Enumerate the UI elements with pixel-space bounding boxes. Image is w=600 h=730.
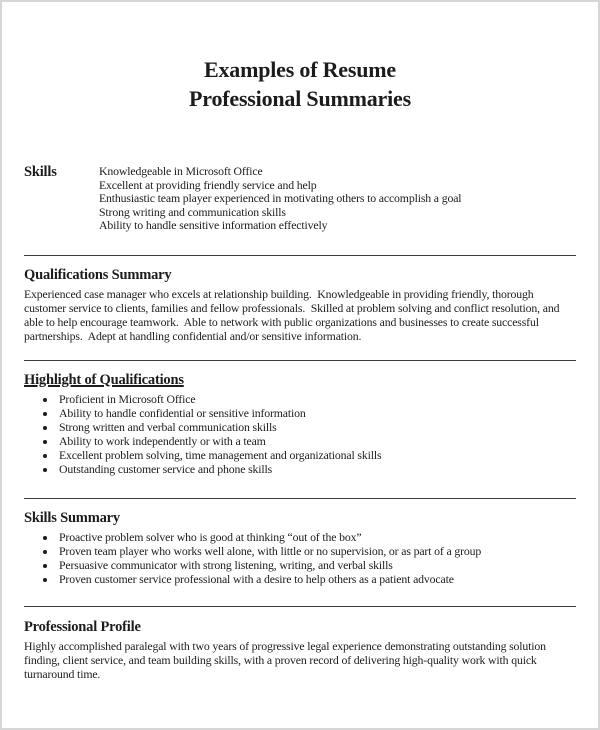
- skills-summary-section: [24, 509, 576, 586]
- bullet-item: • Proactive problem solver who is good at thinking “out of the box”: [57, 530, 576, 544]
- bullet-item: • Proven team player who works well alone, with little or no supervision, or as part of a group: [57, 544, 576, 558]
- skills-section: [24, 165, 576, 233]
- document-title: [24, 55, 576, 113]
- bullet-item: • Excellent problem solving, time management and organizational skills: [57, 448, 576, 462]
- bullet-item: • Ability to work independently or with a team: [57, 434, 576, 448]
- section-divider: [24, 498, 576, 499]
- bullet-item: • Outstanding customer service and phone skills: [57, 462, 576, 476]
- document-title-line2: Professional Summaries: [189, 86, 411, 111]
- skills-section-label: Skills: [24, 164, 57, 180]
- bullet-item: • Persuasive communicator with strong listening, writing, and verbal skills: [57, 558, 576, 572]
- skills-summary-heading: Skills Summary: [24, 509, 120, 526]
- qualifications-summary-section: [24, 266, 576, 343]
- highlight-of-qualifications-list: [24, 392, 576, 476]
- section-divider: [24, 255, 576, 256]
- document-title-line1: Examples of Resume: [204, 57, 396, 82]
- skills-item: Enthusiastic team player experienced in motivating others to accomplish a goal: [99, 191, 462, 205]
- skills-summary-list: [24, 530, 576, 586]
- qualifications-summary-heading: Qualifications Summary: [24, 266, 172, 283]
- professional-profile-section: [24, 618, 576, 681]
- bullet-item: • Proven customer service professional with a desire to help others as a patient advocate: [57, 572, 576, 586]
- highlight-of-qualifications-section: [24, 371, 576, 476]
- section-divider: [24, 606, 576, 607]
- skills-item: Excellent at providing friendly service and help: [99, 177, 317, 192]
- professional-profile-paragraph: Highly accomplished paralegal with two years of progressive legal experience demonstrating outstanding solution finding, client service, and team building skills, with a proven record of delivering high-quality work with quick turnaround time.: [24, 638, 549, 681]
- bullet-item: • Ability to handle confidential or sensitive information: [57, 406, 576, 420]
- skills-item-list: [99, 165, 461, 233]
- skills-item: Strong writing and communication skills: [99, 204, 286, 219]
- skills-item: Knowledgeable in Microsoft Office: [99, 164, 263, 178]
- qualifications-summary-paragraph: Experienced case manager who excels at relationship building. Knowledgeable in providing friendly, thorough customer service to clients, families and fellow professionals. Skilled at problem solving and conflict resolution, and able to help encourage teamwork. Able to network with public organizations and businesses to create successful partnerships. Adept at handling confidential and/or sensitive information.: [24, 286, 563, 343]
- professional-profile-heading: Professional Profile: [24, 618, 141, 635]
- skills-item: Ability to handle sensitive information effectively: [99, 218, 328, 232]
- highlight-of-qualifications-heading: Highlight of Qualifications: [24, 371, 184, 388]
- bullet-item: • Proficient in Microsoft Office: [57, 392, 576, 406]
- section-divider: [24, 360, 576, 361]
- bullet-item: • Strong written and verbal communication skills: [57, 420, 576, 434]
